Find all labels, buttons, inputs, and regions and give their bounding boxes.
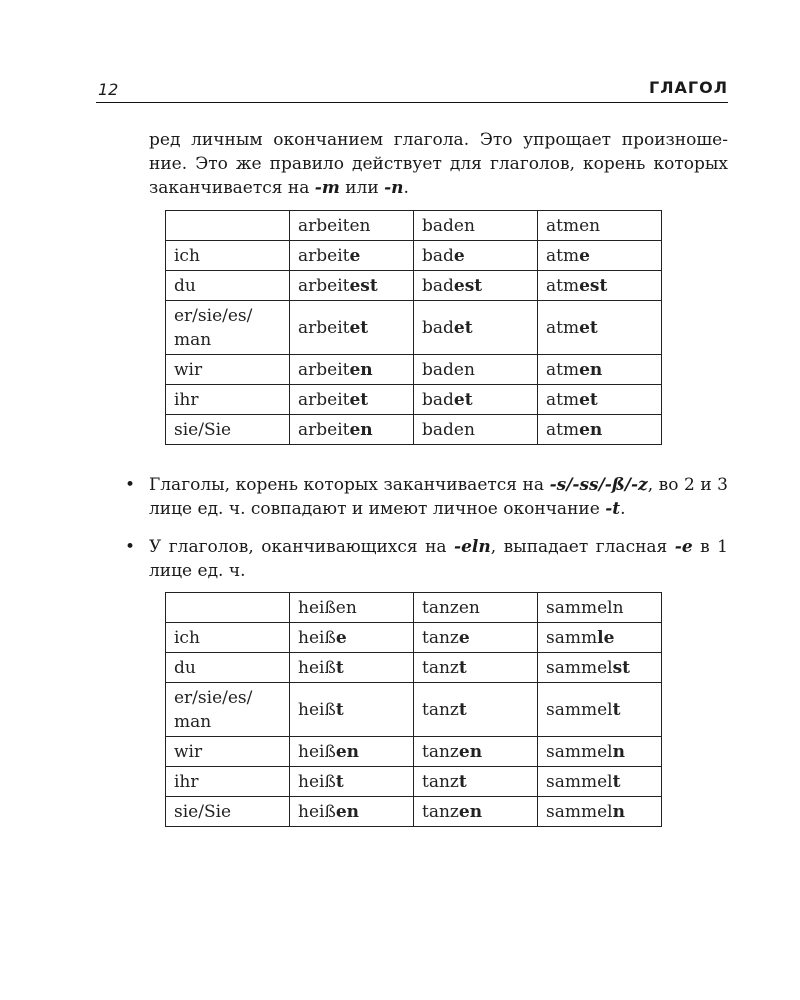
pronoun-cell: ich	[166, 623, 290, 653]
intro-line-3: заканчивается на	[149, 178, 315, 198]
table-row	[166, 355, 662, 385]
table-header-row	[166, 211, 662, 241]
form-cell: tanzt	[414, 683, 538, 737]
form-cell: atmet	[538, 385, 662, 415]
form-cell: tanzt	[414, 767, 538, 797]
table-row	[166, 301, 662, 355]
intro-paragraph	[149, 128, 728, 200]
table-row	[166, 797, 662, 827]
form-cell: sammelt	[538, 683, 662, 737]
table-row	[166, 623, 662, 653]
table-header-cell: atmen	[538, 211, 662, 241]
form-cell: badest	[414, 271, 538, 301]
form-cell: atmet	[538, 301, 662, 355]
form-cell: sammelt	[538, 767, 662, 797]
form-cell: baden	[414, 355, 538, 385]
table-row	[166, 415, 662, 445]
pronoun-cell: du	[166, 653, 290, 683]
table-row	[166, 737, 662, 767]
form-cell: tanze	[414, 623, 538, 653]
page-number: 12	[98, 80, 119, 99]
table-header-cell: sammeln	[538, 593, 662, 623]
form-cell: sammeln	[538, 797, 662, 827]
table-row	[166, 271, 662, 301]
table-header-cell: arbeiten	[290, 211, 414, 241]
form-cell: arbeite	[290, 241, 414, 271]
form-cell: arbeitet	[290, 385, 414, 415]
bullet-icon: •	[125, 475, 136, 495]
bullet-item	[125, 473, 728, 521]
page-header	[96, 76, 728, 103]
pronoun-cell: ihr	[166, 767, 290, 797]
table-row	[166, 653, 662, 683]
bullet-icon: •	[125, 537, 136, 557]
intro-or: или	[339, 178, 385, 198]
table-row	[166, 683, 662, 737]
intro-line-2: ние. Это же правило действует для глаголов, корень которых	[149, 154, 728, 174]
table-header-row	[166, 593, 662, 623]
intro-line-1: ред личным окончанием глагола. Это упрощает произноше-	[149, 130, 728, 150]
conjugation-table-1	[165, 210, 662, 445]
bullet-item	[125, 535, 728, 583]
form-cell: tanzen	[414, 797, 538, 827]
table-row	[166, 767, 662, 797]
form-cell: arbeitet	[290, 301, 414, 355]
pronoun-cell: wir	[166, 355, 290, 385]
form-cell: bade	[414, 241, 538, 271]
form-cell: atmest	[538, 271, 662, 301]
form-cell: atme	[538, 241, 662, 271]
form-cell: badet	[414, 301, 538, 355]
form-cell: heißt	[290, 653, 414, 683]
form-cell: heißen	[290, 737, 414, 767]
form-cell: heiße	[290, 623, 414, 653]
intro-period: .	[403, 178, 409, 198]
form-cell: sammelst	[538, 653, 662, 683]
form-cell: heißt	[290, 767, 414, 797]
form-cell: arbeitest	[290, 271, 414, 301]
conjugation-table-2	[165, 592, 662, 827]
section-title: ГЛАГОЛ	[649, 78, 728, 97]
form-cell: heißen	[290, 797, 414, 827]
form-cell: atmen	[538, 355, 662, 385]
table-row	[166, 241, 662, 271]
form-cell: heißt	[290, 683, 414, 737]
table-header-cell: heißen	[290, 593, 414, 623]
pronoun-cell: er/sie/es/ man	[166, 301, 290, 355]
form-cell: sammle	[538, 623, 662, 653]
form-cell: badet	[414, 385, 538, 415]
bullet-text: У глаголов, оканчивающихся на -eln, выпадает гласная -e в 1 лице ед. ч.	[149, 537, 728, 581]
table-header-cell	[166, 211, 290, 241]
suffix-t: -т	[314, 178, 340, 198]
table-row	[166, 385, 662, 415]
table-header-cell: tanzen	[414, 593, 538, 623]
pronoun-cell: er/sie/es/ man	[166, 683, 290, 737]
form-cell: atmen	[538, 415, 662, 445]
pronoun-cell: du	[166, 271, 290, 301]
form-cell: tanzen	[414, 737, 538, 767]
form-cell: tanzt	[414, 653, 538, 683]
pronoun-cell: ihr	[166, 385, 290, 415]
form-cell: sammeln	[538, 737, 662, 767]
pronoun-cell: wir	[166, 737, 290, 767]
form-cell: baden	[414, 415, 538, 445]
pronoun-cell: sie/Sie	[166, 415, 290, 445]
table-header-cell: baden	[414, 211, 538, 241]
table-header-cell	[166, 593, 290, 623]
suffix-n: -n	[384, 178, 404, 198]
pronoun-cell: ich	[166, 241, 290, 271]
pronoun-cell: sie/Sie	[166, 797, 290, 827]
bullet-text: Глаголы, корень которых заканчивается на -s/-ss/-ß/-z, во 2 и 3 лице ед. ч. совпадают и имеют личное окончание -t.	[149, 475, 728, 519]
form-cell: arbeiten	[290, 415, 414, 445]
form-cell: arbeiten	[290, 355, 414, 385]
